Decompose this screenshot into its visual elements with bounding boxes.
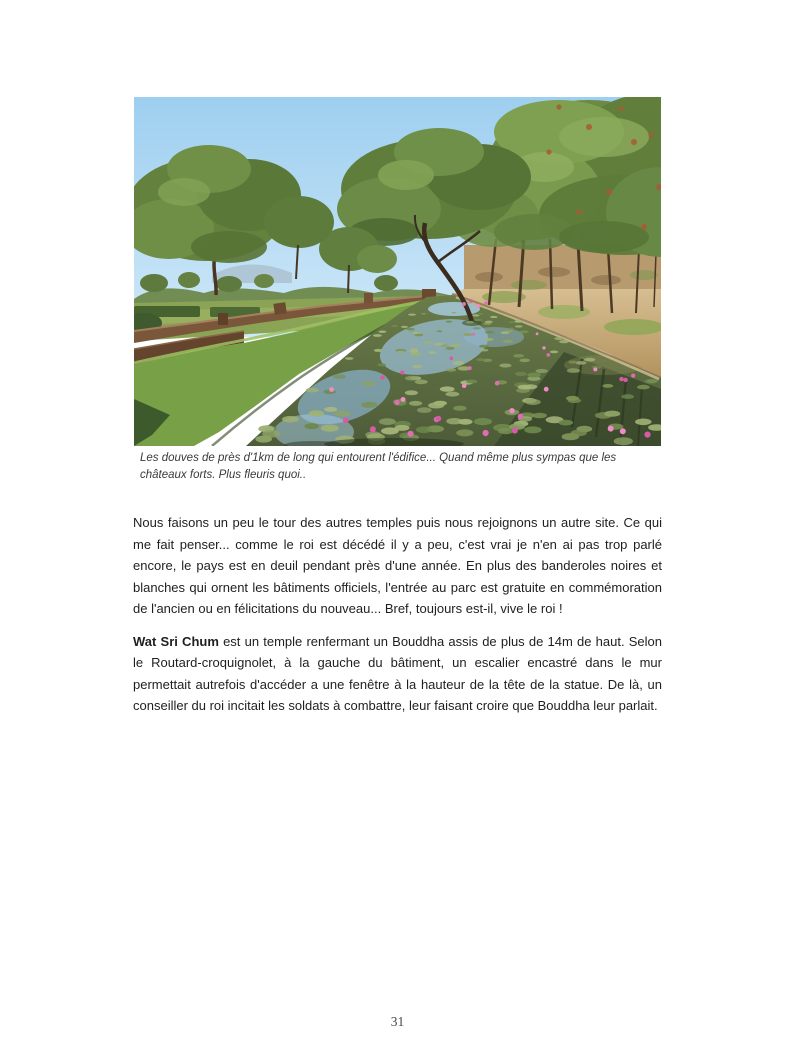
body-paragraph-1: [133, 512, 662, 620]
paragraph-2-lead: Wat Sri Chum: [133, 633, 219, 649]
body-paragraph-2: [133, 631, 662, 717]
moat-photo: [134, 97, 661, 446]
photo-caption: Les douves de près d'1km de long qui entourent l'édifice... Quand même plus sympas que les châteaux forts. Plus fleuris quoi..: [140, 452, 617, 481]
paragraph-2-text: est un temple renfermant un Bouddha assis de plus de 14m de haut. Selon le Routard-croquignolet, à la gauche du bâtiment, un escalier encastré dans le mur permettait autrefois d'accéder a une fenêtre à la hauteur de la tête de la statue. De là, un conseiller du roi incitait les soldats à combattre, leur faisant croire que Bouddha leur parlait.: [133, 633, 662, 713]
paragraph-1-text: Nous faisons un peu le tour des autres temples puis nous rejoignons un autre site. Ce qui me fait penser... comme le roi est décédé il y a peu, c'est vrai je n'en ai pas trop parlé encore, le pays est en deuil pendant près d'une année. En plus des banderoles noires et blanches qui ornent les bâtiments officiels, l'entrée au parc est gratuite en commémoration de l'ancien ou en félicitations du nouveau... Bref, toujours est-il, vive le roi !: [133, 515, 662, 616]
body-text: [133, 512, 662, 728]
page-number: 31: [390, 1014, 405, 1029]
moat-photo-illustration: [134, 97, 661, 446]
